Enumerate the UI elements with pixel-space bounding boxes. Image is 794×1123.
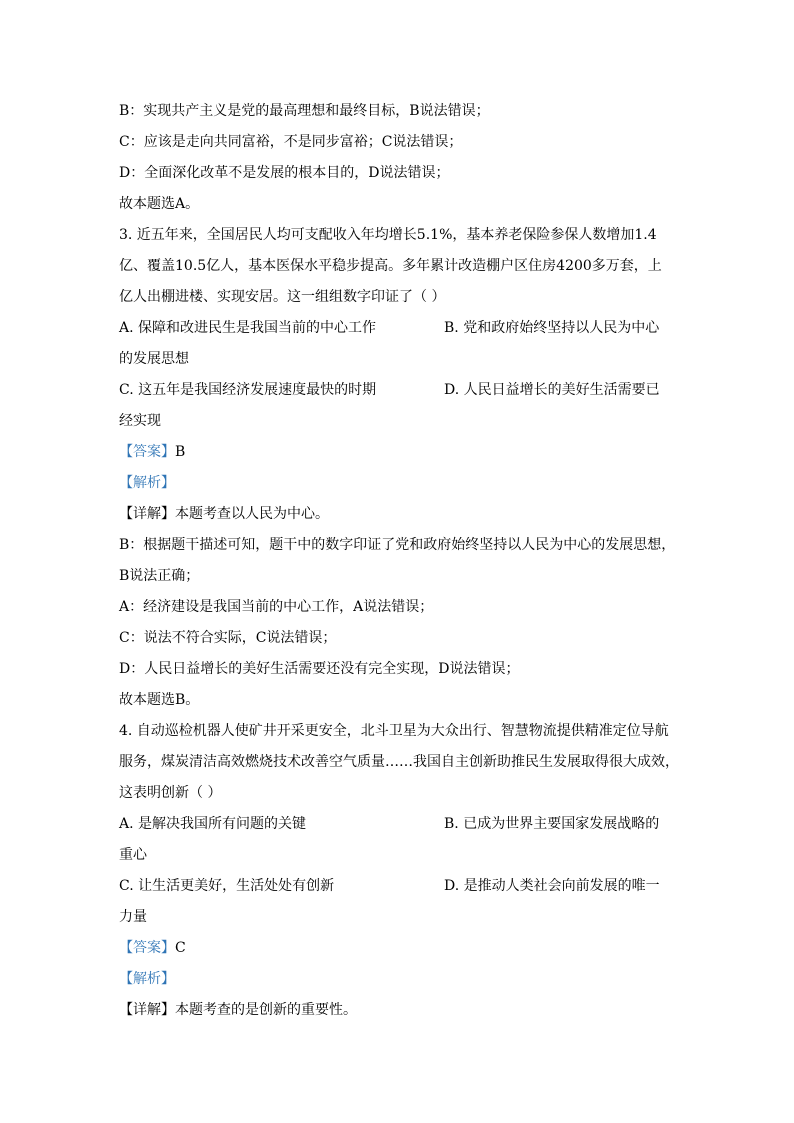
q3-option-d-cont: 经实现 <box>119 413 161 429</box>
q3-option-d: D. 人民日益增长的美好生活需要已 <box>444 382 660 398</box>
q4-stem-line-3: 这表明创新（ ） <box>119 785 222 801</box>
q3-stem-line-3: 亿人出棚进楼、实现安居。这一组组数字印证了（ ） <box>119 289 446 305</box>
q3-options-row-1 <box>119 313 679 344</box>
q4-detail: 【详解】本题考查的是创新的重要性。 <box>119 1002 357 1018</box>
document-page <box>119 96 679 1026</box>
q4-option-d: D. 是推动人类社会向前发展的唯一 <box>444 878 660 894</box>
q4-option-b-cont: 重心 <box>119 847 147 863</box>
q3-option-b-cont: 的发展思想 <box>119 351 189 367</box>
q4-answer-value: C <box>175 940 186 956</box>
q4-stem-line-2: 服务，煤炭清洁高效燃烧技术改善空气质量……我国自主创新助推民生发展取得很大成效， <box>119 754 679 770</box>
q4-answer-label: 【答案】 <box>119 940 175 956</box>
prev-conclusion: 故本题选A。 <box>119 196 200 212</box>
q3-stem-line-2: 亿、覆盖10.5亿人，基本医保水平稳步提高。多年累计改造棚户区住房4200多万套，上 <box>119 258 662 274</box>
q3-analysis-line-1: B：根据题干描述可知，题干中的数字印证了党和政府始终坚持以人民为中心的发展思想， <box>119 537 676 553</box>
q4-option-b: B. 已成为世界主要国家发展战略的 <box>444 816 660 832</box>
q4-option-c: C. 让生活更美好，生活处处有创新 <box>119 878 335 894</box>
q3-detail: 【详解】本题考查以人民为中心。 <box>119 506 329 522</box>
q3-options-row-2 <box>119 375 679 406</box>
q3-option-b: B. 党和政府始终坚持以人民为中心 <box>444 320 660 336</box>
q4-option-a: A. 是解决我国所有问题的关键 <box>119 816 307 832</box>
q3-analysis-line-6: 故本题选B。 <box>119 692 200 708</box>
q3-analysis-line-4: C：说法不符合实际，C说法错误； <box>119 630 337 646</box>
q4-stem-line-1: 4. 自动巡检机器人使矿井开采更安全，北斗卫星为大众出行、智慧物流提供精准定位导航 <box>119 723 669 739</box>
q3-answer-value: B <box>175 444 186 460</box>
q3-analysis-label: 【解析】 <box>119 475 175 491</box>
q3-analysis-line-3: A：经济建设是我国当前的中心工作，A说法错误； <box>119 599 434 615</box>
q3-answer <box>119 437 679 468</box>
q4-answer <box>119 933 679 964</box>
q3-option-c: C. 这五年是我国经济发展速度最快的时期 <box>119 382 377 398</box>
q4-options-row-2 <box>119 871 679 902</box>
q3-stem-line-1: 3. 近五年来，全国居民人均可支配收入年均增长5.1%，基本养老保险参保人数增加1.4 <box>119 227 657 243</box>
prev-analysis-d: D：全面深化改革不是发展的根本目的，D说法错误； <box>119 165 450 181</box>
q3-analysis-line-2: B说法正确； <box>119 568 200 584</box>
q4-option-d-cont: 力量 <box>119 909 147 925</box>
q3-analysis-line-5: D：人民日益增长的美好生活需要还没有完全实现，D说法错误； <box>119 661 520 677</box>
q4-options-row-1 <box>119 809 679 840</box>
prev-analysis-b: B：实现共产主义是党的最高理想和最终目标，B说法错误； <box>119 103 490 119</box>
q4-analysis-label: 【解析】 <box>119 971 175 987</box>
q3-answer-label: 【答案】 <box>119 444 175 460</box>
prev-analysis-c: C：应该是走向共同富裕，不是同步富裕；C说法错误； <box>119 134 463 150</box>
q3-option-a: A. 保障和改进民生是我国当前的中心工作 <box>119 320 377 336</box>
